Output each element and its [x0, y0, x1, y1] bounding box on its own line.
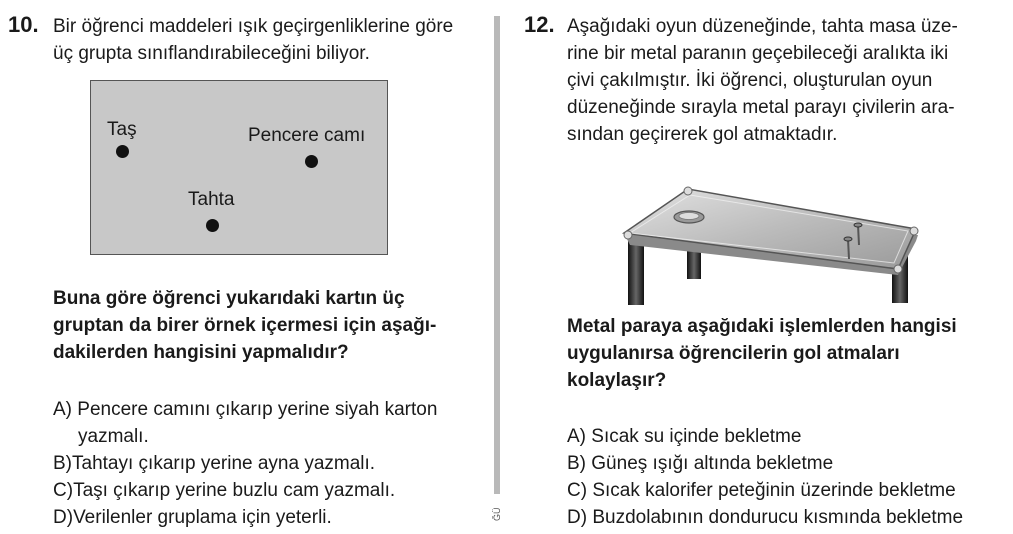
question-12-option-d[interactable] [567, 504, 963, 531]
question-10-option-b[interactable] [53, 450, 375, 477]
question-10-option-d[interactable] [53, 504, 332, 531]
card-dot-wood [206, 219, 219, 232]
question-10-option-a[interactable] [53, 396, 437, 423]
card-label-window-glass: Pencere camı [248, 125, 366, 146]
question-12-option-c[interactable] [567, 477, 956, 504]
question-12-stem-line-2: rine bir metal paranın geçebileceği aralıkta iki [567, 43, 949, 64]
question-12-stem-line-4: düzeneğinde sırayla metal parayı çivilerin ara- [567, 97, 955, 118]
option-text: Taşı çıkarıp yerine buzlu cam yazmalı. [73, 480, 396, 501]
option-text: Güneş ışığı altında bekletme [591, 453, 834, 474]
question-10-option-a-continued: yazmalı. [78, 426, 149, 447]
question-12-stem-line-5: sından geçirerek gol atmaktadır. [567, 124, 838, 145]
option-letter: B) [53, 453, 72, 474]
card-label-wood: Tahta [188, 189, 235, 210]
question-10-prompt-line-1: Buna göre öğrenci yukarıdaki kartın üç [53, 288, 405, 309]
option-letter: D) [53, 507, 74, 528]
question-12-prompt-line-2: uygulanırsa öğrencilerin gol atmaları [567, 343, 900, 364]
option-text: Pencere camını çıkarıp yerine siyah karton [77, 399, 438, 420]
card-dot-window-glass [305, 155, 318, 168]
option-text: Buzdolabının dondurucu kısmında bekletme [592, 507, 964, 528]
question-10-stem-line-2: üç grupta sınıflandırabileceğini biliyor. [53, 43, 370, 64]
question-10-number: 10. [8, 12, 39, 37]
card-label-stone: Taş [107, 119, 137, 140]
option-letter: A) [567, 426, 586, 447]
question-12-stem-line-3: çivi çakılmıştır. İki öğrenci, oluşturulan oyun [567, 70, 933, 91]
option-text: Sıcak su içinde bekletme [591, 426, 802, 447]
option-text: Verilenler gruplama için yeterli. [73, 507, 332, 528]
card-dot-stone [116, 145, 129, 158]
table-illustration [618, 183, 926, 305]
footer-mark: ĞÜ [492, 507, 502, 521]
option-letter: B) [567, 453, 586, 474]
option-letter: C) [567, 480, 588, 501]
option-letter: A) [53, 399, 72, 420]
question-12-prompt-line-1: Metal paraya aşağıdaki işlemlerden hangisi [567, 316, 957, 337]
question-12-option-a[interactable] [567, 423, 801, 450]
question-10-prompt-line-3: dakilerden hangisini yapmalıdır? [53, 342, 349, 363]
option-text: Tahtayı çıkarıp yerine ayna yazmalı. [72, 453, 376, 474]
question-12-number: 12. [524, 12, 555, 37]
question-12-stem-line-1: Aşağıdaki oyun düzeneğinde, tahta masa üze- [567, 16, 958, 37]
question-10-option-c[interactable] [53, 477, 395, 504]
question-12-option-b[interactable] [567, 450, 833, 477]
option-letter: C) [53, 480, 74, 501]
question-10-prompt-line-2: gruptan da birer örnek içermesi için aşağı- [53, 315, 437, 336]
question-12-prompt-line-3: kolaylaşır? [567, 370, 667, 391]
material-card [90, 80, 388, 255]
option-letter: D) [567, 507, 588, 528]
question-10-stem-line-1: Bir öğrenci maddeleri ışık geçirgenliklerine göre [53, 16, 454, 37]
column-divider [494, 16, 500, 494]
option-text: Sıcak kalorifer peteğinin üzerinde bekletme [592, 480, 956, 501]
